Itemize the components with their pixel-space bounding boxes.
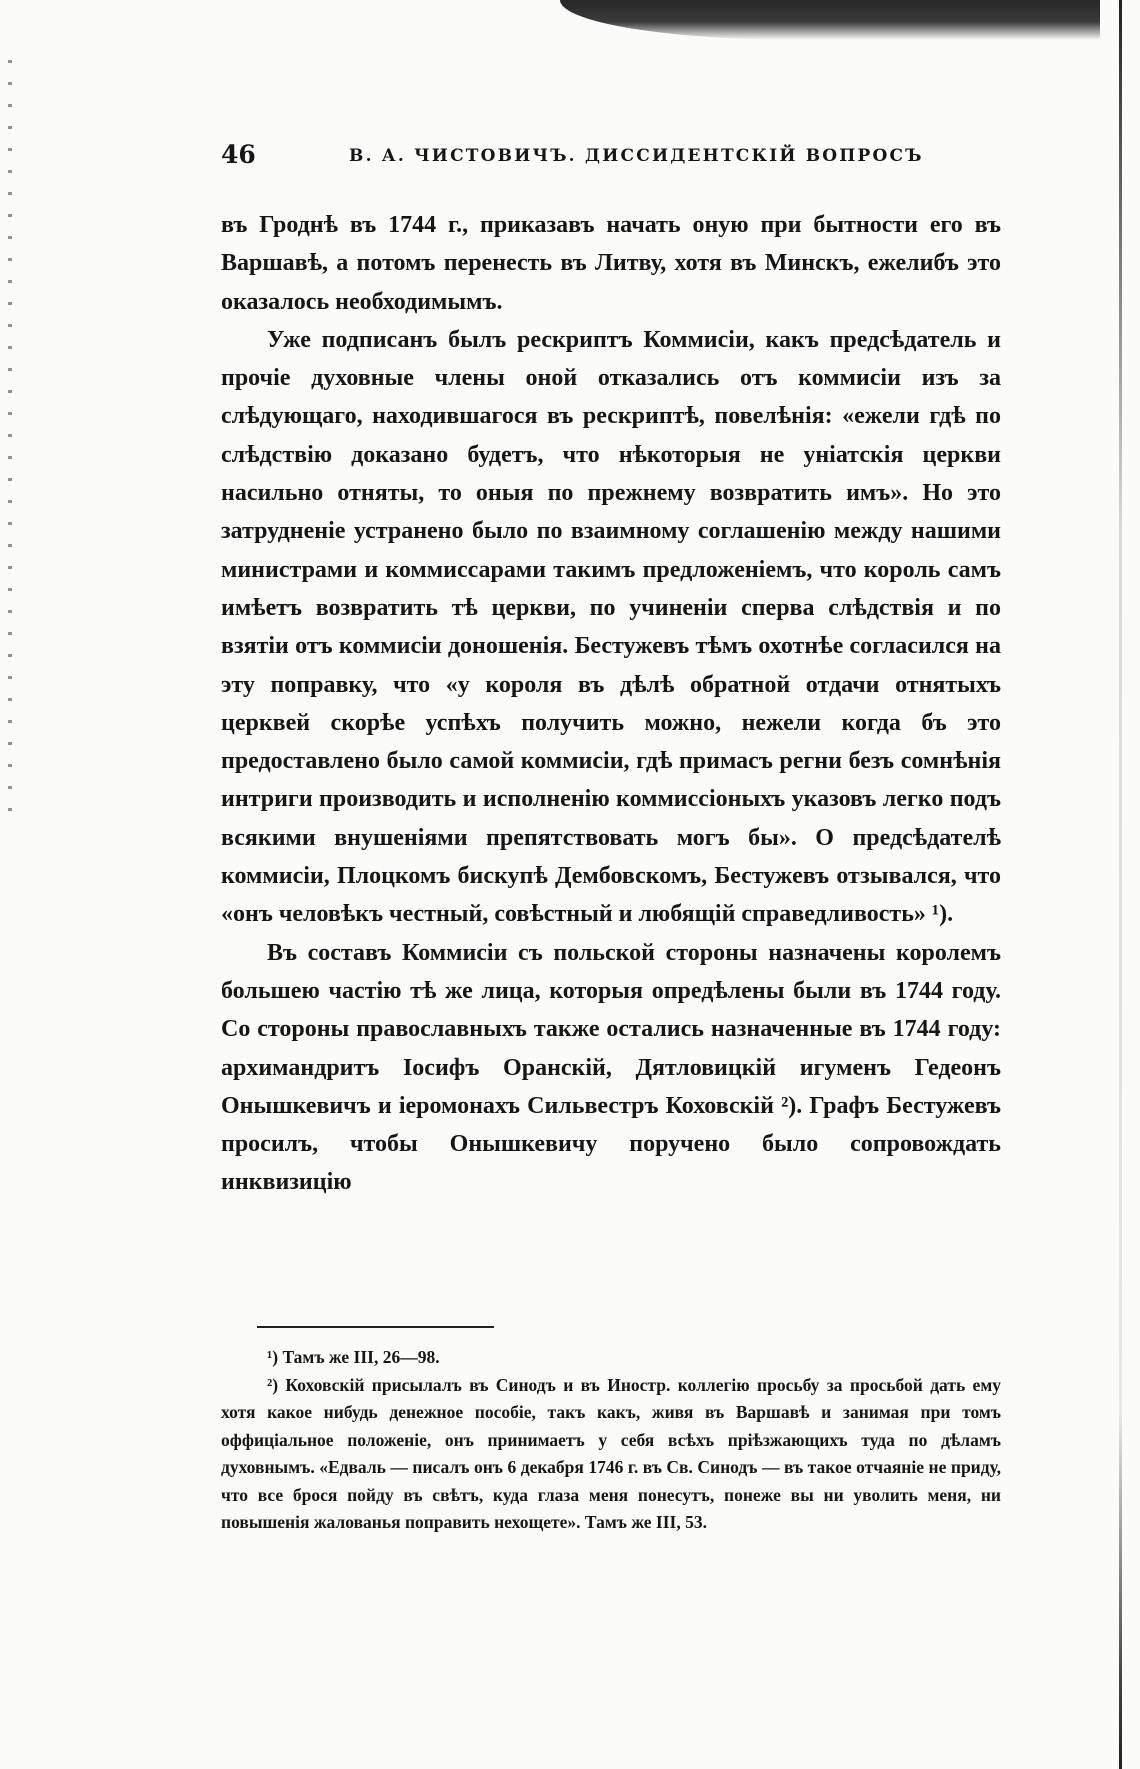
- paragraph: въ Гроднѣ въ 1744 г., приказавъ начать оную при бытности его въ Варшавѣ, а потомъ перенесть въ Литву, хотя въ Минскъ, ежелибъ это оказалось необходимымъ.: [221, 212, 1001, 315]
- page-number: 46: [221, 140, 256, 169]
- footnote-separator: [257, 1326, 494, 1328]
- page-header: [221, 140, 1001, 180]
- footnotes: [221, 1344, 1001, 1537]
- footnote-1: ¹) Тамъ же III, 26—98.: [267, 1347, 440, 1367]
- paragraph: Уже подписанъ былъ рескриптъ Коммисіи, какъ предсѣдатель и прочіе духовные члены оной отказались отъ коммисіи изъ за слѣдующаго, находившагося въ рескриптѣ, повелѣнія: «ежели гдѣ по слѣдствію доказано будетъ, что нѣкоторыя не уніатскія церкви насильно отняты, то оныя по прежнему возвратить имъ». Но это затрудненіе устранено было по взаимному соглашенію между нашими министрами и коммиссарами такимъ предложеніемъ, что король самъ имѣетъ возвратить тѣ церкви, по учиненіи сперва слѣдствія и по взятіи отъ коммисіи доношенія. Бестужевъ тѣмъ охотнѣе согласился на эту поправку, что «у короля въ дѣлѣ обратной отдачи отнятыхъ церквей скорѣе успѣхъ получить можно, нежели когда бъ это предоставлено было самой коммисіи, гдѣ примасъ регни безъ сомнѣнія интриги производить и исполненію коммиссіоныхъ указовъ легко подъ всякими внушеніями препятствовать могъ бы». О предсѣдателѣ коммисіи, Плоцкомъ бискупѣ Дембовскомъ, Бестужевъ отзывался, что «онъ человѣкъ честный, совѣстный и любящій справедливость» ¹).: [221, 326, 1001, 928]
- running-head: В. А. ЧИСТОВИЧЪ. ДИССИДЕНТСКІЙ ВОПРОСЪ: [349, 146, 924, 166]
- scan-artifact-top: [560, 0, 1100, 40]
- scan-edge-left: [8, 60, 12, 820]
- main-text: [221, 206, 1001, 1202]
- scan-edge-right: [1119, 0, 1122, 1769]
- footnote-2: ²) Коховскій присылалъ въ Синодъ и въ Иностр. коллегію просьбу за просьбой дать ему хотя какое нибудь денежное пособіе, такъ какъ, живя въ Варшавѣ и занимая при томъ оффиціальное положеніе, онъ принимаетъ у себя всѣхъ пріѣзжающихъ туда по дѣламъ духовнымъ. «Едваль — писалъ онъ 6 декабря 1746 г. въ Св. Синодъ — въ такое отчаяніе не приду, что все брося пойду въ свѣтъ, куда глаза меня понесутъ, понеже вы ни уволить меня, ни повышенія жалованья поправить нехощете». Тамъ же III, 53.: [221, 1374, 1001, 1532]
- paragraph: Въ составъ Коммисіи съ польской стороны назначены королемъ большею частію тѣ же лица, которыя опредѣлены были въ 1744 году. Со стороны православныхъ также остались назначенные въ 1744 году: архимандритъ Іосифъ Оранскій, Дятловицкій игуменъ Гедеонъ Онышкевичъ и іеромонахъ Сильвестръ Коховскій ²). Графъ Бестужевъ просилъ, чтобы Онышкевичу поручено было сопровождать инквизицію: [221, 939, 1001, 1196]
